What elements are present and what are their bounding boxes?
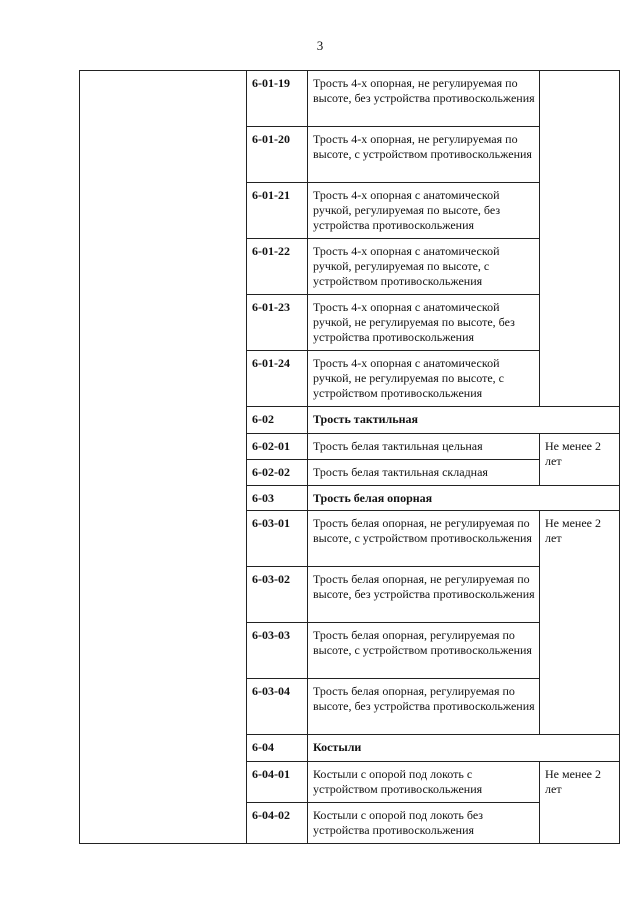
item-code: 6-01-22 — [247, 239, 308, 295]
item-code: 6-03-01 — [247, 511, 308, 567]
usage-term: Не менее 2 лет — [540, 511, 620, 735]
item-code: 6-03-03 — [247, 623, 308, 679]
left-blank-column — [80, 71, 247, 844]
table-row — [80, 71, 620, 127]
usage-term: Не менее 2 лет — [540, 434, 620, 486]
usage-term: Не менее 2 лет — [540, 762, 620, 844]
item-name: Трость белая опорная, регулируемая по высоте, без устройства противоскольжения — [308, 679, 540, 735]
item-code: 6-01-24 — [247, 351, 308, 407]
item-name: Трость 4-х опорная с анатомической ручкой, не регулируемая по высоте, без устройства противоскольжения — [308, 295, 540, 351]
item-name: Трость 4-х опорная, не регулируемая по высоте, с устройством противоскольжения — [308, 127, 540, 183]
item-code: 6-03-02 — [247, 567, 308, 623]
item-name: Трость белая тактильная складная — [308, 460, 540, 486]
item-code: 6-01-20 — [247, 127, 308, 183]
group-code: 6-02 — [247, 407, 308, 434]
item-name: Трость белая тактильная цельная — [308, 434, 540, 460]
item-name: Трость 4-х опорная с анатомической ручкой, регулируемая по высоте, без устройства противоскольжения — [308, 183, 540, 239]
item-name: Костыли с опорой под локоть без устройства противоскольжения — [308, 803, 540, 844]
item-code: 6-01-23 — [247, 295, 308, 351]
group-title: Трость белая опорная — [308, 486, 620, 511]
item-name: Трость белая опорная, не регулируемая по высоте, с устройством противоскольжения — [308, 511, 540, 567]
item-code: 6-04-02 — [247, 803, 308, 844]
item-code: 6-04-01 — [247, 762, 308, 803]
group-code: 6-03 — [247, 486, 308, 511]
item-name: Трость белая опорная, не регулируемая по высоте, без устройства противоскольжения — [308, 567, 540, 623]
term-cell-empty — [540, 71, 620, 407]
item-code: 6-02-02 — [247, 460, 308, 486]
page-number: 3 — [316, 38, 324, 53]
item-name: Трость белая опорная, регулируемая по высоте, с устройством противоскольжения — [308, 623, 540, 679]
item-code: 6-01-21 — [247, 183, 308, 239]
group-code: 6-04 — [247, 735, 308, 762]
tsr-classification-table — [79, 70, 620, 844]
group-title: Трость тактильная — [308, 407, 620, 434]
group-title: Костыли — [308, 735, 620, 762]
item-code: 6-01-19 — [247, 71, 308, 127]
item-name: Костыли с опорой под локоть с устройством противоскольжения — [308, 762, 540, 803]
item-code: 6-03-04 — [247, 679, 308, 735]
item-name: Трость 4-х опорная, не регулируемая по высоте, без устройства противоскольжения — [308, 71, 540, 127]
item-name: Трость 4-х опорная с анатомической ручкой, не регулируемая по высоте, с устройством противоскольжения — [308, 351, 540, 407]
item-code: 6-02-01 — [247, 434, 308, 460]
item-name: Трость 4-х опорная с анатомической ручкой, регулируемая по высоте, с устройством противоскольжения — [308, 239, 540, 295]
